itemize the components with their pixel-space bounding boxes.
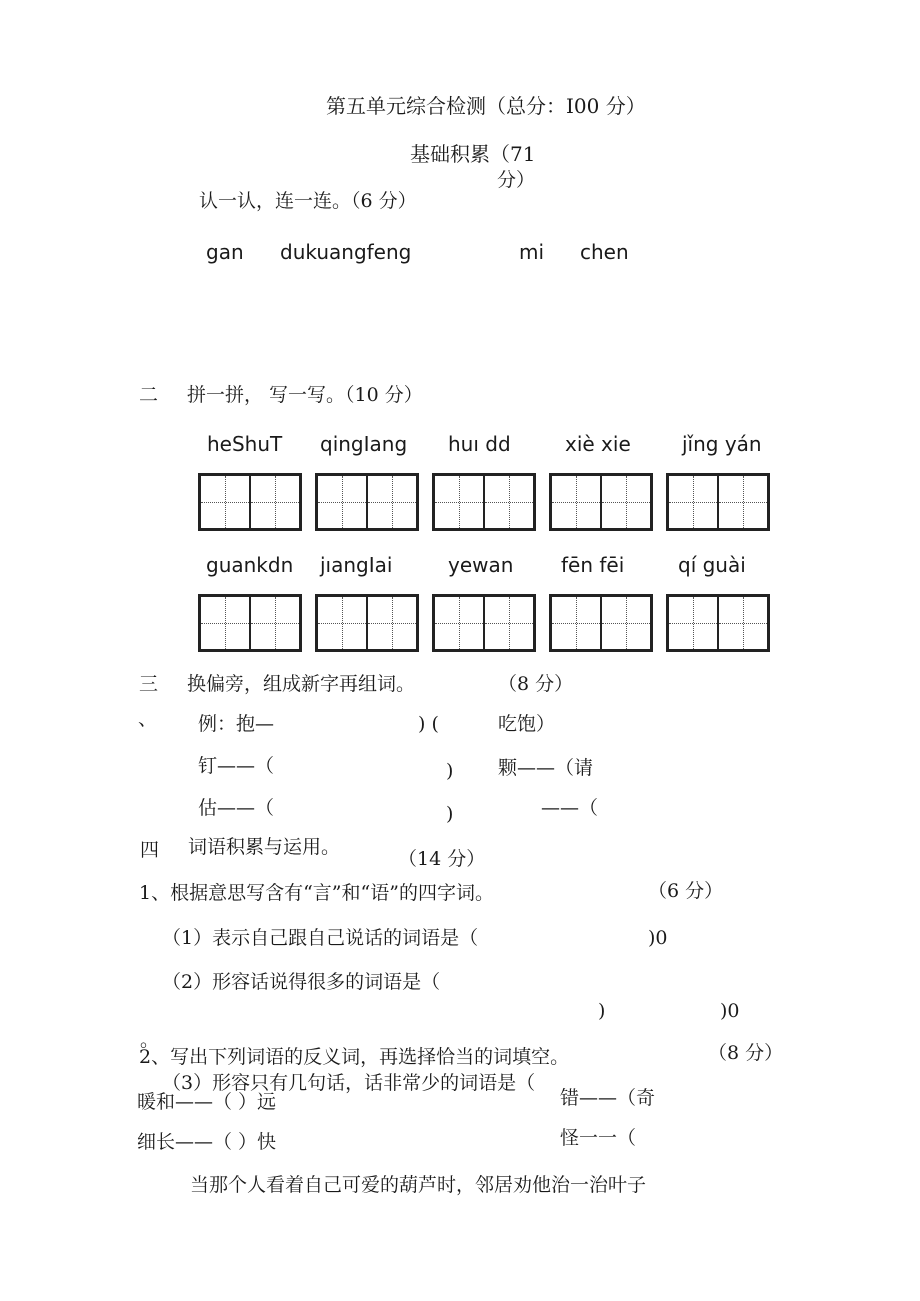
q2-pinyin: guankdn (206, 553, 294, 577)
q4-passage: 当那个人看着自己可爱的葫芦时，邻居劝他治一治叶子 (190, 1174, 647, 1196)
q4-sub2-word: 错——（奇 (560, 1087, 656, 1109)
q4-sub1-item1: （1）表示自己跟自己说话的词语是（ (162, 927, 479, 949)
writing-grid[interactable] (315, 473, 419, 531)
q1-pinyin: dukuangfeng (280, 240, 412, 264)
writing-grid[interactable] (315, 594, 419, 652)
q2-pinyin: fēn fēi (561, 553, 625, 577)
q4-sub2-word: 暖和——（ ）远 (137, 1091, 277, 1113)
q4-sub2-text: 2、写出下列词语的反义词，再选择恰当的词填空。 (139, 1046, 570, 1068)
writing-grid[interactable] (198, 473, 302, 531)
q2-pinyin: yewan (448, 553, 514, 577)
q2-pinyin: xiè xie (565, 432, 631, 456)
q4-sub2-word: 怪一一（ (560, 1127, 637, 1149)
q2-heading: 拼一拼， 写一写。（10 分） (187, 384, 423, 406)
q4-number: 四 (140, 839, 160, 861)
page-title: 第五单元综合检测（总分：I00 分） (326, 94, 646, 118)
q4-sub2-score: （8 分） (708, 1042, 784, 1064)
q3-close-paren: ) (446, 760, 454, 782)
q3-number: 三 (139, 673, 159, 695)
q4-sub1-item2-end: )0 (720, 1000, 740, 1022)
q3-item-right: 颗——（请 (498, 757, 594, 779)
q3-heading: 换偏旁，组成新字再组词。 (187, 673, 416, 695)
writing-grid[interactable] (432, 594, 536, 652)
section-basic-score: 分） (497, 169, 536, 191)
q4-sub1-item3: （3）形容只有几句话，话非常少的词语是（ (162, 1072, 536, 1094)
q3-example-word: 吃饱） (498, 713, 556, 735)
q4-sub1-dot: 。 (140, 1029, 160, 1051)
q1-heading: 认一认，连一连。（6 分） (199, 190, 417, 212)
q3-example-paren: ) ( (418, 713, 439, 735)
q4-sub1-item2-close: ) (598, 1000, 606, 1022)
q2-pinyin: huı dd (448, 432, 511, 456)
q3-example: 例：抱— (198, 713, 275, 735)
q3-close-paren: ) (446, 803, 454, 825)
q4-sub1-text: 1、根据意思写含有“言”和“语”的四字词。 (139, 882, 494, 904)
q4-heading: 词语积累与运用。 (188, 836, 341, 858)
q1-pinyin: gan (206, 240, 244, 264)
q3-item-right: ——（ (541, 797, 599, 819)
q2-pinyin: heShuT (207, 432, 283, 456)
writing-grid[interactable] (666, 594, 770, 652)
writing-grid[interactable] (666, 473, 770, 531)
writing-grid[interactable] (198, 594, 302, 652)
q1-pinyin: chen (580, 240, 629, 264)
writing-grid[interactable] (432, 473, 536, 531)
q3-item-left: 估——（ (198, 797, 275, 819)
q2-pinyin: qingIang (320, 432, 408, 456)
q2-pinyin: qí guài (678, 553, 746, 577)
q4-sub2-word: 细长——（ ）快 (137, 1131, 277, 1153)
section-basic-title: 基础积累（71 (410, 142, 536, 166)
q4-sub1-item1-end: )0 (648, 927, 668, 949)
q2-pinyin: jǐng yán (682, 432, 762, 456)
q4-sub1-item2: （2）形容话说得很多的词语是（ (162, 971, 441, 993)
writing-grid[interactable] (549, 473, 653, 531)
q1-pinyin: mi (519, 240, 545, 264)
q3-score: （8 分） (498, 673, 574, 695)
q4-sub1-score: （6 分） (648, 880, 724, 902)
q2-number: 二 (139, 384, 159, 406)
q4-score: （14 分） (398, 848, 486, 870)
q3-mark: 、 (138, 708, 158, 730)
q3-item-left: 钉——（ (198, 755, 275, 777)
writing-grid[interactable] (549, 594, 653, 652)
q2-pinyin: jıangIai (320, 553, 393, 577)
